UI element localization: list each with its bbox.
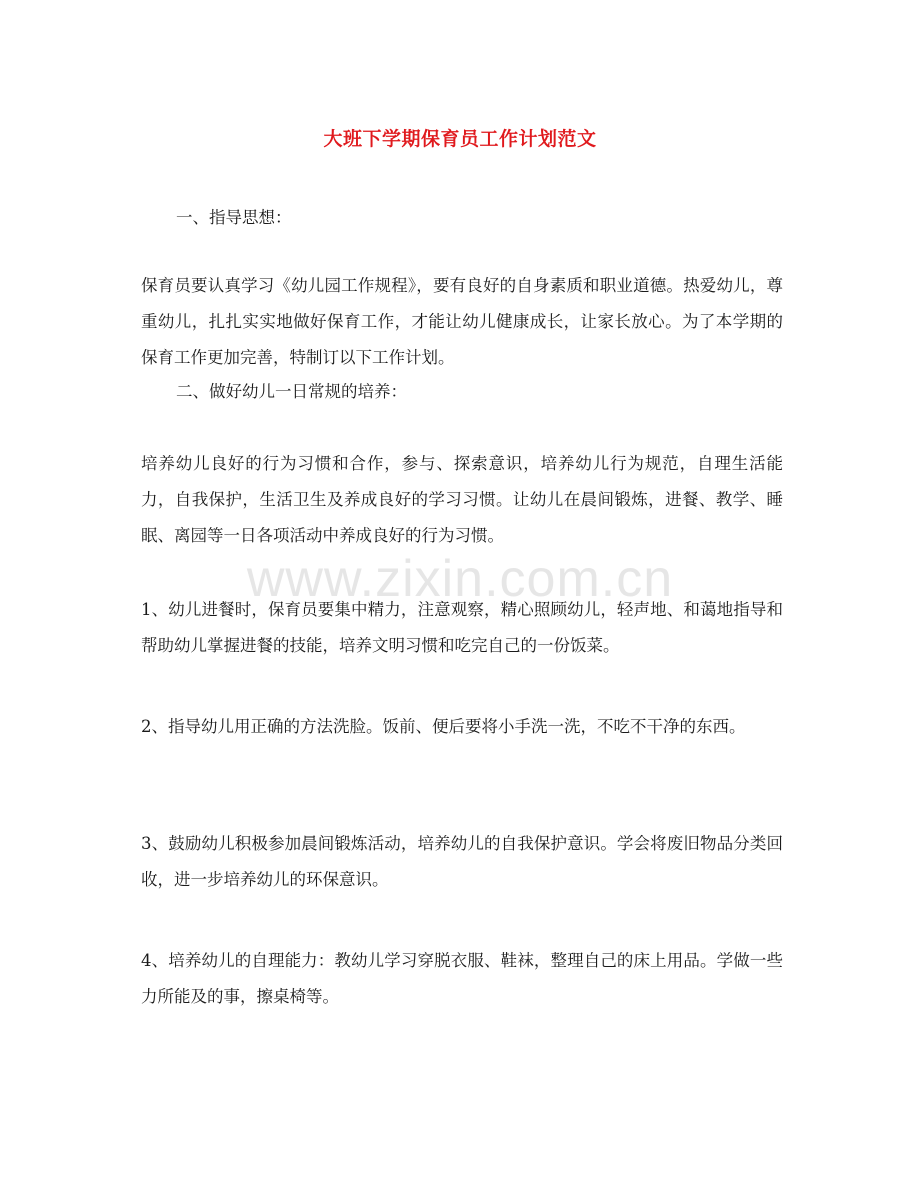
document-title: 大班下学期保育员工作计划范文 xyxy=(323,128,597,150)
section-heading-guiding-ideology: 一、指导思想： xyxy=(176,208,292,227)
paragraph-item-3: 3、鼓励幼儿积极参加晨间锻炼活动，培养幼儿的自我保护意识。学会将废旧物品分类回收，进一步培养幼儿的环保意识。 xyxy=(141,834,783,889)
paragraph-item-2: 2、指导幼儿用正确的方法洗脸。饭前、便后要将小手洗一洗，不吃不干净的东西。 xyxy=(141,717,746,736)
paragraph-item-1: 1、幼儿进餐时，保育员要集中精力，注意观察，精心照顾幼儿，轻声地、和蔼地指导和帮助幼儿掌握进餐的技能，培养文明习惯和吃完自己的一份饭菜。 xyxy=(141,600,783,655)
paragraph-routine: 培养幼儿良好的行为习惯和合作，参与、探索意识，培养幼儿行为规范，自理生活能力，自我保护，生活卫生及养成良好的学习习惯。让幼儿在晨间锻炼，进餐、教学、睡眠、离园等一日各项活动中养成良好的行为习惯。 xyxy=(141,454,783,545)
watermark: www.zixin.com.cn xyxy=(246,550,674,608)
paragraph-intro: 保育员要认真学习《幼儿园工作规程》，要有良好的自身素质和职业道德。热爱幼儿，尊重幼儿，扎扎实实地做好保育工作，才能让幼儿健康成长，让家长放心。为了本学期的保育工作更加完善，特制订以下工作计划。 xyxy=(141,276,783,367)
section-heading-daily-routine: 二、做好幼儿一日常规的培养： xyxy=(176,382,407,401)
paragraph-item-4: 4、培养幼儿的自理能力：教幼儿学习穿脱衣服、鞋袜，整理自己的床上用品。学做一些力所能及的事，擦桌椅等。 xyxy=(141,951,783,1006)
